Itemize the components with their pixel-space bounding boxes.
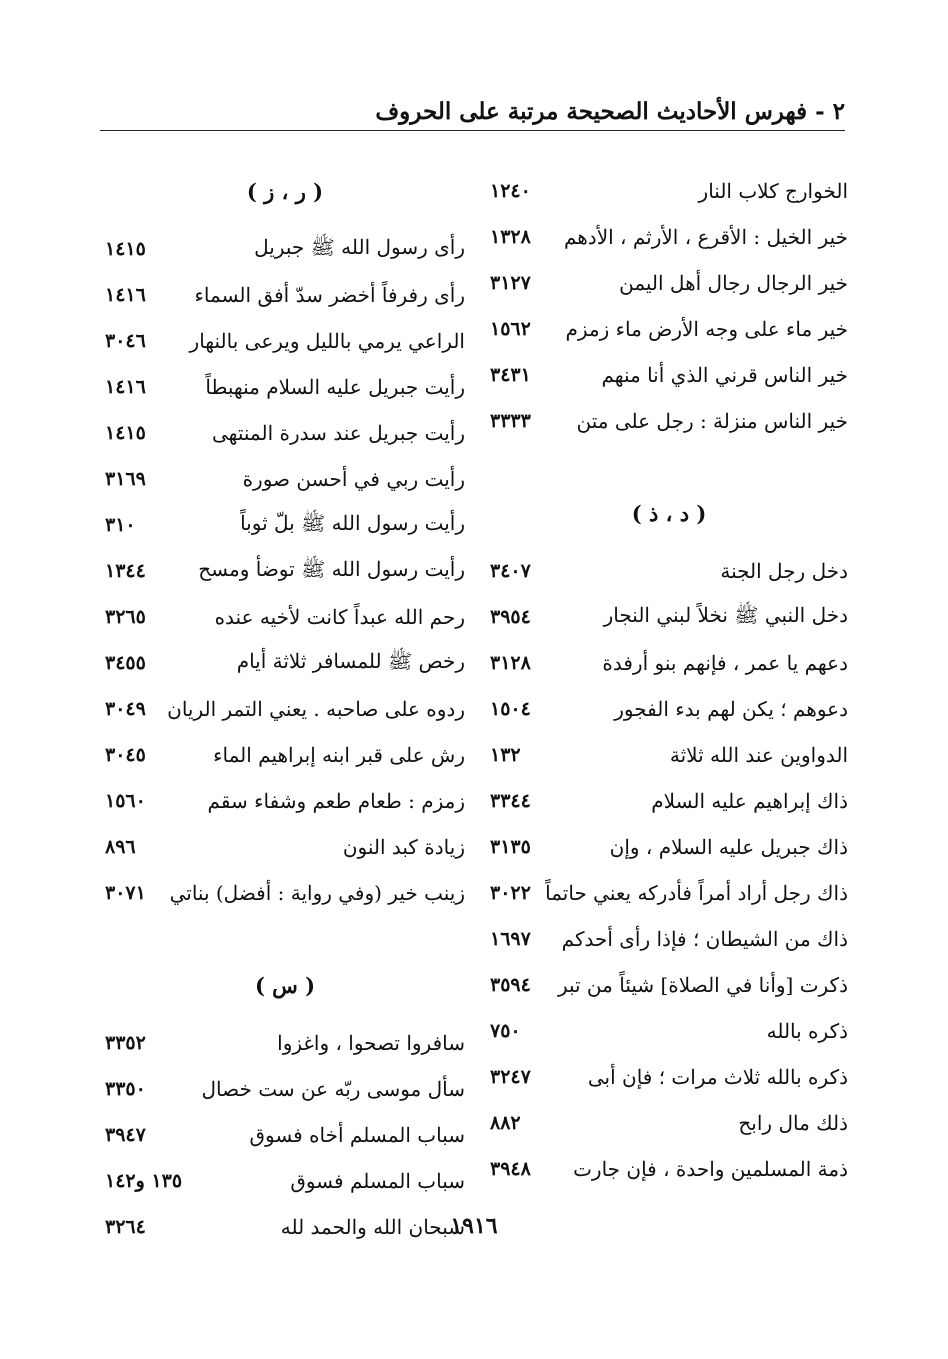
entry-text: رش على قبر ابنه إبراهيم الماء [213, 743, 465, 767]
entry-text: رأيت جبريل عند سدرة المنتهى [211, 421, 465, 445]
index-entry [490, 1054, 848, 1100]
index-entry [105, 778, 465, 824]
index-entry [105, 410, 465, 456]
entry-number: ٣٤٠٧ [490, 560, 531, 582]
entry-number: ٣٢٦٥ [105, 606, 146, 628]
index-entry [490, 260, 848, 306]
entry-number: ١٥٠٤ [490, 698, 531, 720]
entry-number: ١٥٦٢ [490, 318, 531, 340]
right-column [490, 168, 848, 1192]
index-entry [490, 306, 848, 352]
entry-text: رأى رفرفاً أخضر سدّ أفق السماء [194, 283, 465, 307]
entry-text: الراعي يرمي بالليل ويرعى بالنهار [189, 329, 465, 353]
left-column [105, 168, 465, 1250]
entry-number: ١٣٥ و١٤٢ [105, 1170, 183, 1192]
index-entry [105, 594, 465, 640]
entry-text: رأى رسول الله ﷺ جبريل [254, 234, 465, 259]
entry-number: ١٢٤٠ [490, 180, 531, 202]
entry-number: ٣١٢٨ [490, 652, 531, 674]
entry-text: ذكره بالله ثلاث مرات ؛ فإن أبى [587, 1065, 848, 1089]
entry-number: ٣١٠ [105, 514, 136, 536]
entry-text: رأيت جبريل عليه السلام منهبطاً [205, 375, 465, 399]
entry-number: ٣٣٥٢ [105, 1032, 146, 1054]
entry-text: ذاك رجل أراد أمراً فأدركه يعني حاتماً [545, 881, 848, 905]
entry-text: دعوهم ؛ يكن لهم بدء الفجور [614, 697, 848, 721]
entry-text: ذاك جبريل عليه السلام ، وإن [609, 835, 848, 859]
index-entry [105, 272, 465, 318]
entry-number: ٣١٦٩ [105, 468, 146, 490]
entry-text: ذمة المسلمين واحدة ، فإن جارت [573, 1157, 848, 1181]
entry-text: رأيت رسول الله ﷺ توضأ ومسح [198, 556, 465, 581]
section-heading: ( د ، ذ ) [631, 500, 707, 526]
entry-text: رأيت ربي في أحسن صورة [242, 467, 465, 491]
index-entry [490, 962, 848, 1008]
entry-number: ٣٠٤٥ [105, 744, 146, 766]
index-entry [490, 1146, 848, 1192]
page-number: ١٩١٦ [450, 1213, 498, 1239]
entry-number: ٣٠٤٦ [105, 330, 146, 352]
section-spacer [105, 214, 465, 226]
entry-number: ٣٠٢٢ [490, 882, 531, 904]
index-entry [105, 640, 465, 686]
index-entry [105, 1158, 465, 1204]
index-entry [490, 1100, 848, 1146]
entry-text: خير الرجال رجال أهل اليمن [619, 271, 848, 295]
entry-number: ٣٤٣١ [490, 364, 531, 386]
index-entry [490, 548, 848, 594]
entry-text: ذكره بالله [766, 1019, 848, 1043]
entry-number: ٣٥٩٤ [490, 974, 531, 996]
index-entry [490, 686, 848, 732]
index-entry [105, 870, 465, 916]
entry-text: سباب المسلم فسوق [290, 1169, 465, 1193]
entry-text: ذاك إبراهيم عليه السلام [651, 789, 848, 813]
entry-text: خير الناس قرني الذي أنا منهم [601, 363, 848, 387]
entry-text: الخوارج كلاب النار [698, 179, 848, 203]
entry-text: رأيت رسول الله ﷺ بلّ ثوباً [240, 510, 465, 535]
section-spacer [105, 916, 465, 962]
entry-text: ذلك مال رابح [738, 1111, 848, 1135]
entry-text: دعهم يا عمر ، فإنهم بنو أرفدة [602, 651, 848, 675]
index-entry [105, 686, 465, 732]
index-entry [490, 824, 848, 870]
entry-text: رخص ﷺ للمسافر ثلاثة أيام [236, 648, 465, 673]
index-entry [490, 352, 848, 398]
index-entry [105, 824, 465, 870]
entry-text: زينب خير (وفي رواية : أفضل) بناتي [169, 881, 465, 905]
entry-number: ٨٩٦ [105, 836, 136, 858]
index-entry [490, 1008, 848, 1054]
entry-number: ٣٤٥٥ [105, 652, 146, 674]
entry-text: زيادة كبد النون [342, 835, 465, 859]
entry-number: ١٣٢ [490, 744, 521, 766]
index-entry [105, 456, 465, 502]
entry-number: ١٤١٥ [105, 422, 146, 444]
entry-number: ٧٥٠ [490, 1020, 521, 1042]
entry-text: سأل موسى ربّه عن ست خصال [201, 1077, 465, 1101]
entry-number: ١٤١٦ [105, 376, 146, 398]
index-entry [490, 398, 848, 444]
index-entry [490, 594, 848, 640]
index-entry [490, 778, 848, 824]
entry-number: ١٣٢٨ [490, 226, 531, 248]
entry-number: ٣٣٣٣ [490, 410, 531, 432]
section-heading: ( س ) [254, 972, 316, 998]
section-heading: ( ر ، ز ) [246, 178, 324, 204]
entry-text: خير ماء على وجه الأرض ماء زمزم [565, 317, 848, 341]
entry-text: سباب المسلم أخاه فسوق [249, 1123, 465, 1147]
section-spacer [105, 1008, 465, 1020]
entry-number: ٣٩٤٧ [105, 1124, 146, 1146]
section-spacer [490, 536, 848, 548]
index-entry [105, 226, 465, 272]
entry-number: ١٥٦٠ [105, 790, 146, 812]
entry-text: رحم الله عبداً كانت لأخيه عنده [214, 605, 465, 629]
entry-text: دخل النبي ﷺ نخلاً لبني النجار [603, 602, 848, 627]
index-entry [105, 1066, 465, 1112]
entry-text: خير الخيل : الأقرع ، الأرثم ، الأدهم [563, 225, 848, 249]
entry-text: زمزم : طعام طعم وشفاء سقم [207, 789, 465, 813]
index-entry [490, 870, 848, 916]
entry-number: ٣٣٤٤ [490, 790, 531, 812]
entry-text: ذاك من الشيطان ؛ فإذا رأى أحدكم [561, 927, 848, 951]
page-header: ٢ - فهرس الأحاديث الصحيحة مرتبة على الحروف [375, 98, 845, 125]
index-entry [105, 364, 465, 410]
entry-number: ١٤١٥ [105, 238, 146, 260]
index-entry [490, 732, 848, 778]
entry-number: ٨٨٢ [490, 1112, 521, 1134]
index-entry [105, 502, 465, 548]
index-entry [490, 214, 848, 260]
entry-text: ذكرت [وأنا في الصلاة] شيئاً من تبر [557, 973, 848, 997]
entry-text: سبحان الله والحمد لله [280, 1215, 465, 1239]
entry-number: ٣٢٦٤ [105, 1216, 146, 1238]
entry-number: ١٤١٦ [105, 284, 146, 306]
header-rule [100, 130, 845, 131]
entry-number: ٣١٢٧ [490, 272, 531, 294]
index-entry [105, 1020, 465, 1066]
index-entry [490, 168, 848, 214]
entry-number: ٣٩٤٨ [490, 1158, 531, 1180]
entry-text: الدواوين عند الله ثلاثة [669, 743, 848, 767]
entry-number: ١٦٩٧ [490, 928, 531, 950]
entry-number: ٣٣٥٠ [105, 1078, 146, 1100]
entry-number: ٣٠٧١ [105, 882, 146, 904]
index-entry [105, 1112, 465, 1158]
entry-number: ١٣٤٤ [105, 560, 146, 582]
index-entry [490, 640, 848, 686]
index-entry [490, 916, 848, 962]
entry-number: ٣٢٤٧ [490, 1066, 531, 1088]
index-entry [105, 732, 465, 778]
section-spacer [490, 444, 848, 490]
entry-text: ردوه على صاحبه . يعني التمر الريان [167, 697, 465, 721]
entry-text: سافروا تصحوا ، واغزوا [277, 1031, 465, 1055]
entry-text: دخل رجل الجنة [720, 559, 848, 583]
entry-number: ٣٠٤٩ [105, 698, 146, 720]
index-entry [105, 318, 465, 364]
entry-number: ٣١٣٥ [490, 836, 531, 858]
entry-number: ٣٩٥٤ [490, 606, 531, 628]
entry-text: خير الناس منزلة : رجل على متن [576, 409, 848, 433]
index-entry [105, 548, 465, 594]
